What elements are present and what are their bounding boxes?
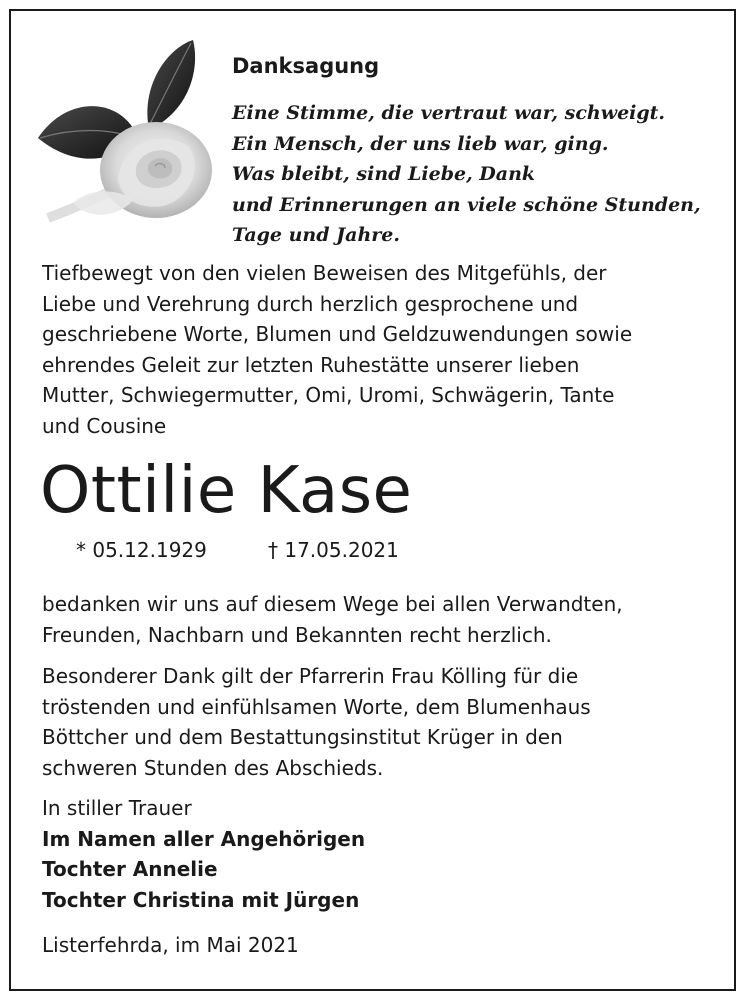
birth-date: * 05.12.1929	[76, 538, 207, 562]
special-thanks-line: tröstenden und einfühlsamen Worte, dem Blumenhaus	[42, 694, 591, 719]
intro-line: Tiefbewegt von den vielen Beweisen des Mitgefühls, der	[42, 261, 607, 285]
intro-line: Liebe und Verehrung durch herzlich gesprochene und	[42, 291, 579, 316]
thanks-line: bedanken wir uns auf diesem Wege bei allen Verwandten,	[42, 592, 623, 616]
signature-line: Tochter Annelie	[42, 857, 218, 881]
heading: Danksagung	[232, 54, 380, 78]
special-thanks-line: Böttcher und dem Bestattungsinstitut Krüger in den	[42, 725, 563, 749]
signature-line: Im Namen aller Angehörigen	[42, 826, 366, 851]
poem-line: Ein Mensch, der uns lieb war, ging.	[232, 132, 609, 155]
intro-paragraph	[42, 258, 632, 441]
special-thanks-line: schweren Stunden des Abschieds.	[42, 755, 384, 780]
poem-line: Was bleibt, sind Liebe, Dank	[232, 163, 536, 185]
closing-line: In stiller Trauer	[42, 796, 192, 820]
rose-icon	[28, 28, 228, 228]
poem-line: Tage und Jahre.	[232, 224, 400, 246]
signature-line: Tochter Christina mit Jürgen	[42, 887, 360, 912]
special-thanks-line: Besonderer Dank gilt der Pfarrerin Frau Kölling für die	[42, 664, 579, 688]
place-date: Listerfehrda, im Mai 2021	[42, 933, 299, 957]
intro-line: und Cousine	[42, 413, 167, 438]
intro-line: ehrendes Geleit zur letzten Ruhestätte unserer lieben	[42, 352, 580, 377]
intro-line: Mutter, Schwiegermutter, Omi, Uromi, Schwägerin, Tante	[42, 383, 615, 407]
thanks-line: Freunden, Nachbarn und Bekannten recht herzlich.	[42, 622, 552, 647]
death-date: † 17.05.2021	[268, 538, 399, 562]
poem-line: Eine Stimme, die vertraut war, schweigt.	[232, 102, 666, 124]
poem-line: und Erinnerungen an viele schöne Stunden,	[232, 193, 701, 216]
special-thanks-paragraph	[42, 661, 591, 783]
closing	[42, 793, 365, 915]
deceased-name: Ottilie Kase	[40, 454, 413, 528]
poem	[232, 98, 727, 251]
thanks-paragraph	[42, 589, 623, 650]
intro-line: geschriebene Worte, Blumen und Geldzuwendungen sowie	[42, 322, 633, 346]
